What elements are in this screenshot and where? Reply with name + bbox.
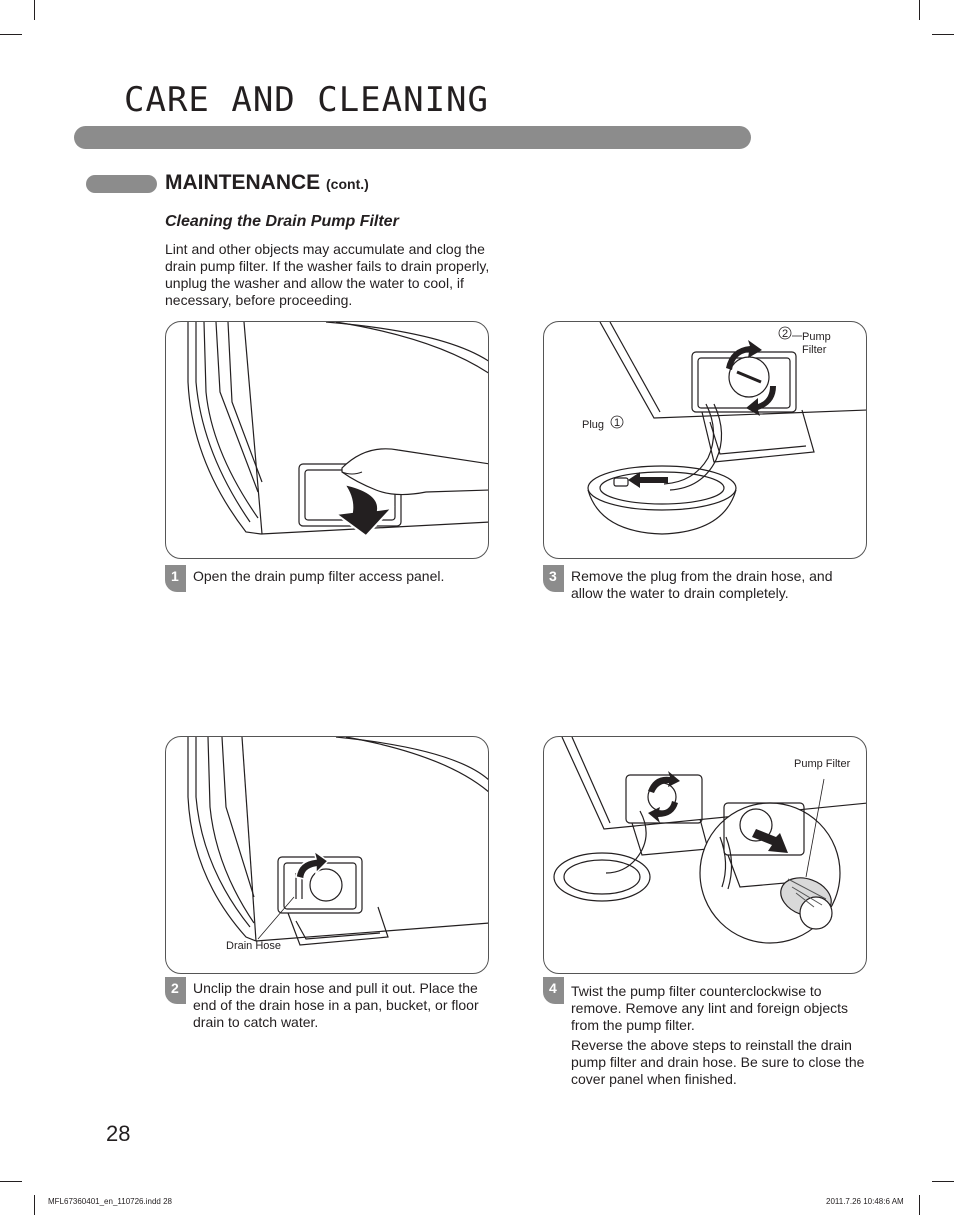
step-2-text: Unclip the drain hose and pull it out. Place the end of the drain hose in a pan, bucket, or floor drain to catch water. [193, 980, 479, 1030]
figure-step-1 [165, 321, 489, 559]
crop-mark [932, 34, 954, 35]
callout-2-number: 2 [782, 328, 789, 340]
page-number: 28 [106, 1121, 131, 1146]
print-timestamp: 2011.7.26 10:48:6 AM [826, 1197, 904, 1206]
step-4-reinstall-text: Reverse the above steps to reinstall the drain pump filter and drain hose. Be sure to close the cover panel when finished. [571, 1037, 865, 1087]
drain-hose-unclip-illustration [166, 737, 489, 974]
figure-step-2 [165, 736, 489, 974]
crop-mark [34, 1195, 35, 1215]
callout-pump-filter-label: Pump Filter [794, 758, 851, 770]
step-4-text: Twist the pump filter counterclockwise to remove. Remove any lint and foreign objects from the pump filter. [571, 983, 849, 1033]
callout-filter-label: Filter [802, 344, 827, 356]
crop-mark [919, 1195, 920, 1215]
figure-step-3 [543, 321, 867, 559]
intro-paragraph: Lint and other objects may accumulate and clog the drain pump filter. If the washer fails to drain properly, unplug the washer and allow the water to cool, if necessary, before proceeding. [165, 241, 490, 308]
title-bar [74, 126, 751, 149]
washer-open-panel-illustration [166, 322, 489, 559]
callout-plug-label: Plug [582, 419, 605, 431]
section-marker [86, 175, 157, 193]
figure-step-4 [543, 736, 867, 974]
step-4-number: 4 [543, 977, 564, 1004]
crop-mark [919, 0, 920, 20]
step-3-text: Remove the plug from the drain hose, and allow the water to drain completely. [571, 568, 833, 601]
section-heading-text: MAINTENANCE [165, 171, 321, 194]
subheading: Cleaning the Drain Pump Filter [165, 213, 399, 230]
drain-plug-removal-illustration [544, 322, 867, 559]
callout-pump-label: Pump [802, 331, 831, 343]
chapter-title: CARE AND CLEANING [124, 80, 489, 120]
crop-mark [0, 34, 22, 35]
crop-mark [34, 0, 35, 20]
file-slug: MFL67360401_en_110726.indd 28 [48, 1197, 172, 1206]
step-1-text: Open the drain pump filter access panel. [193, 568, 445, 584]
step-2-number: 2 [165, 977, 186, 1004]
section-heading-suffix: (cont.) [326, 176, 369, 192]
section-heading [165, 171, 369, 195]
step-3-number: 3 [543, 565, 564, 592]
crop-mark [0, 1181, 22, 1182]
crop-mark [932, 1181, 954, 1182]
callout-1-number: 1 [614, 417, 621, 429]
callout-drain-hose-label: Drain Hose [226, 940, 282, 952]
step-1-number: 1 [165, 565, 186, 592]
pump-filter-removal-illustration [544, 737, 867, 974]
